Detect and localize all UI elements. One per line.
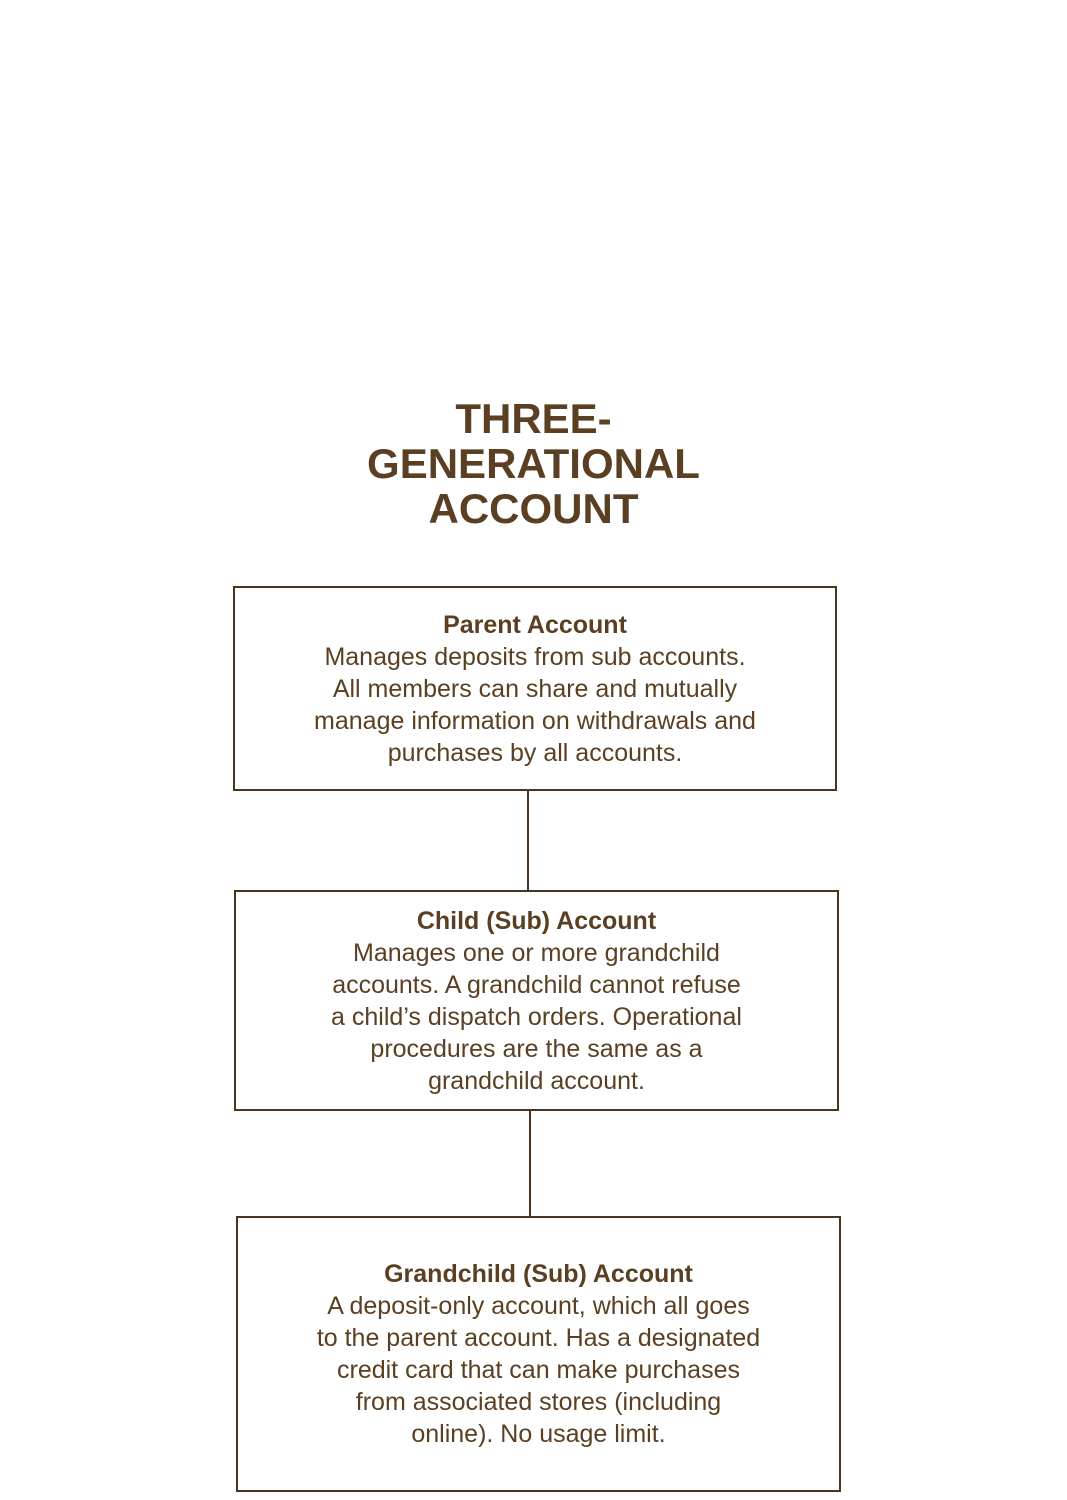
child-account-box (234, 890, 839, 1111)
parent-account-line-1: Manages deposits from sub accounts. (324, 642, 746, 671)
child-account-heading: Child (Sub) Account (416, 906, 657, 935)
connector-child-grandchild (529, 1111, 531, 1216)
grandchild-account-line-1: A deposit-only account, which all goes (327, 1292, 750, 1320)
child-account-description (331, 937, 742, 1097)
parent-account-heading: Parent Account (443, 610, 627, 639)
parent-account-description (314, 641, 756, 769)
connector-parent-child (527, 791, 529, 890)
title-line-3: ACCOUNT (428, 485, 639, 532)
grandchild-account-line-3: credit card that can make purchases (337, 1356, 740, 1384)
grandchild-account-heading: Grandchild (Sub) Account (384, 1260, 693, 1288)
grandchild-account-line-2: to the parent account. Has a designated (316, 1324, 761, 1352)
child-account-line-2: accounts. A grandchild cannot refuse (332, 970, 741, 999)
parent-account-box (233, 586, 837, 791)
child-account-line-1: Manages one or more grandchild (353, 938, 720, 967)
diagram-title (0, 396, 1067, 531)
child-account-line-4: procedures are the same as a (370, 1034, 703, 1063)
grandchild-account-line-5: online). No usage limit. (411, 1420, 666, 1448)
parent-account-line-3: manage information on withdrawals and (314, 706, 756, 735)
parent-account-line-4: purchases by all accounts. (387, 738, 683, 767)
title-line-1: THREE- (455, 395, 612, 442)
title-line-2: GENERATIONAL (367, 440, 700, 487)
parent-account-line-2: All members can share and mutually (332, 674, 738, 703)
child-account-line-5: grandchild account. (428, 1066, 645, 1095)
child-account-line-3: a child’s dispatch orders. Operational (331, 1002, 742, 1031)
grandchild-account-box (236, 1216, 841, 1492)
grandchild-account-line-4: from associated stores (including (355, 1388, 722, 1416)
grandchild-account-description (317, 1290, 760, 1450)
